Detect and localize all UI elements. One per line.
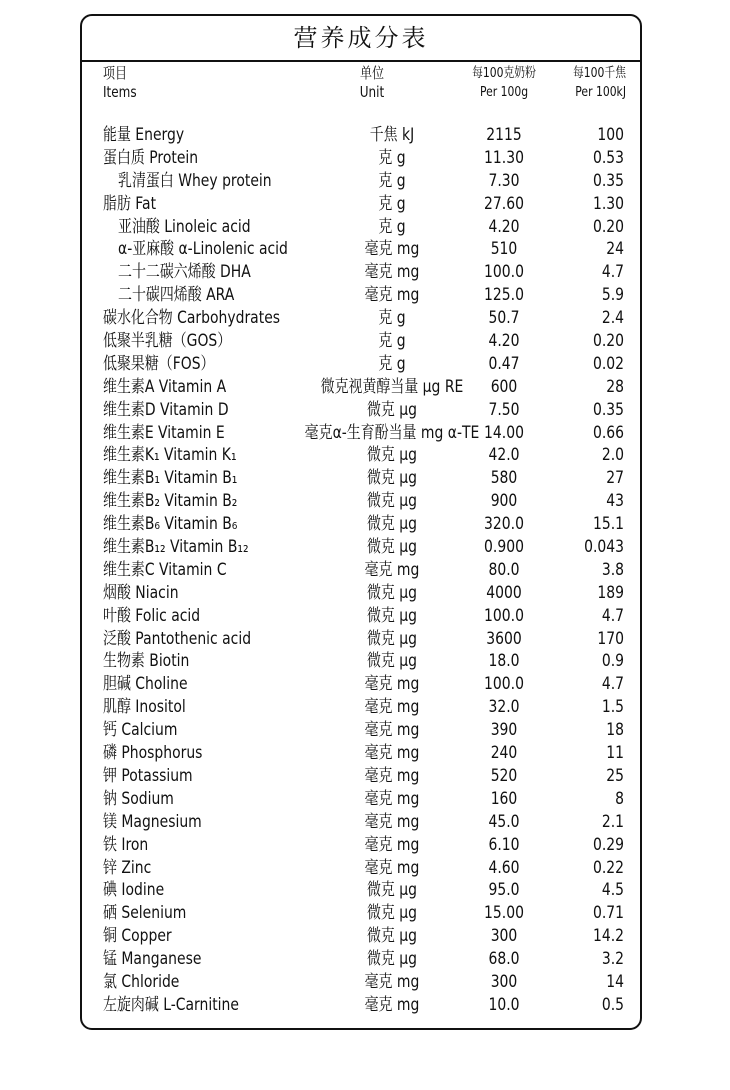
nutrient-name: 磷 Phosphorus (103, 743, 203, 764)
table-row (82, 811, 640, 834)
value-per-100g: 900 (490, 491, 518, 512)
value-per-100g: 0.47 (488, 353, 520, 374)
value-per-100kj: 43 (606, 491, 624, 512)
value-per-100g: 125.0 (484, 285, 524, 306)
nutrient-name: 泛酸 Pantothenic acid (103, 628, 252, 649)
nutrient-unit: 毫克α-生育酚当量 mg α-TE (304, 422, 480, 443)
value-per-100kj: 0.5 (601, 994, 624, 1015)
title-divider (82, 60, 640, 62)
header-items-cn: 项目 (103, 64, 128, 82)
value-per-100kj: 4.7 (601, 674, 624, 695)
value-per-100g: 160 (490, 788, 518, 809)
nutrient-name: 锰 Manganese (103, 949, 202, 970)
table-row (82, 742, 640, 765)
nutrient-name: 维生素D Vitamin D (103, 399, 229, 420)
nutrient-name: 脂肪 Fat (103, 193, 157, 214)
nutrient-unit: 毫克 mg (364, 743, 420, 764)
nutrient-unit: 克 g (378, 170, 406, 191)
value-per-100g: 580 (490, 468, 518, 489)
value-per-100kj: 28 (606, 376, 624, 397)
nutrient-unit: 克 g (378, 353, 406, 374)
value-per-100kj: 11 (606, 743, 624, 764)
nutrient-unit: 微克 μg (366, 903, 418, 924)
value-per-100kj: 1.5 (601, 697, 624, 718)
nutrient-name: 钙 Calcium (103, 720, 178, 741)
value-per-100kj: 0.29 (592, 834, 624, 855)
nutrient-name: 能量 Energy (103, 125, 185, 145)
table-row (82, 238, 640, 261)
value-per-100g: 14.00 (484, 422, 524, 443)
nutrient-unit: 毫克 mg (364, 262, 420, 283)
table-row (82, 307, 640, 330)
value-per-100g: 42.0 (488, 445, 520, 466)
value-per-100kj: 8 (615, 788, 624, 809)
nutrient-name: 亚油酸 Linoleic acid (118, 216, 251, 237)
value-per-100g: 3600 (486, 628, 522, 649)
value-per-100g: 300 (490, 926, 518, 947)
value-per-100g: 0.900 (484, 537, 524, 558)
table-row (82, 628, 640, 651)
value-per-100kj: 170 (597, 628, 624, 649)
nutrient-unit: 毫克 mg (364, 971, 420, 992)
table-row (82, 467, 640, 490)
value-per-100kj: 0.53 (592, 147, 624, 168)
value-per-100g: 7.50 (488, 399, 520, 420)
table-row (82, 650, 640, 673)
nutrient-name: 维生素A Vitamin A (103, 376, 227, 397)
nutrient-unit: 微克 μg (366, 445, 418, 466)
nutrient-unit: 微克 μg (366, 651, 418, 672)
nutrient-name: 生物素 Biotin (103, 651, 190, 672)
nutrient-unit: 微克 μg (366, 491, 418, 512)
value-per-100kj: 0.02 (592, 353, 624, 374)
table-row (82, 399, 640, 422)
value-per-100kj: 0.9 (601, 651, 624, 672)
nutrient-name: 碳水化合物 Carbohydrates (103, 308, 281, 329)
value-per-100kj: 0.20 (592, 216, 624, 237)
value-per-100kj: 0.20 (592, 331, 624, 352)
nutrient-unit: 克 g (378, 193, 406, 214)
nutrient-unit: 千焦 kJ (369, 125, 415, 145)
value-per-100g: 95.0 (488, 880, 520, 901)
nutrient-name: 锌 Zinc (103, 857, 152, 878)
value-per-100kj: 25 (606, 765, 624, 786)
nutrient-name: 维生素E Vitamin E (103, 422, 225, 443)
value-per-100g: 100.0 (484, 605, 524, 626)
table-row (82, 559, 640, 582)
value-per-100g: 10.0 (488, 994, 520, 1015)
nutrient-unit: 克 g (378, 308, 406, 329)
nutrient-name: 钾 Potassium (103, 765, 193, 786)
nutrient-rows (82, 124, 640, 1017)
value-per-100kj: 18 (606, 720, 624, 741)
value-per-100g: 18.0 (488, 651, 520, 672)
value-per-100g: 4000 (486, 582, 522, 603)
table-row (82, 834, 640, 857)
nutrient-unit: 克 g (378, 331, 406, 352)
value-per-100g: 390 (490, 720, 518, 741)
value-per-100g: 320.0 (484, 514, 524, 535)
header-items-en: Items (103, 83, 137, 101)
value-per-100g: 7.30 (488, 170, 520, 191)
nutrient-name: 肌醇 Inositol (103, 697, 186, 718)
value-per-100kj: 15.1 (592, 514, 624, 535)
nutrient-name: 低聚半乳糖（GOS） (103, 331, 232, 352)
nutrient-unit: 微克 μg (366, 880, 418, 901)
table-row (82, 170, 640, 193)
nutrient-unit: 微克 μg (366, 537, 418, 558)
header-per-100g-cn: 每100克奶粉 (472, 65, 536, 81)
value-per-100g: 600 (490, 376, 518, 397)
table-row (82, 925, 640, 948)
table-row (82, 902, 640, 925)
header-items (103, 64, 137, 102)
table-row (82, 376, 640, 399)
nutrient-unit: 微克 μg (366, 514, 418, 535)
nutrient-unit: 毫克 mg (364, 765, 420, 786)
nutrient-unit: 微克 μg (366, 468, 418, 489)
header-per-100kj (554, 64, 626, 102)
nutrient-unit: 毫克 mg (364, 834, 420, 855)
nutrient-name: 铜 Copper (103, 926, 172, 947)
table-row (82, 513, 640, 536)
nutrient-name: 左旋肉碱 L-Carnitine (103, 994, 239, 1015)
value-per-100kj: 1.30 (592, 193, 624, 214)
table-row (82, 765, 640, 788)
nutrient-unit: 毫克 mg (364, 239, 420, 260)
nutrient-unit: 克 g (378, 147, 406, 168)
nutrient-unit: 毫克 mg (364, 994, 420, 1015)
value-per-100kj: 3.2 (601, 949, 624, 970)
table-row (82, 879, 640, 902)
nutrient-unit: 微克视黄醇当量 μg RE (320, 376, 464, 397)
value-per-100kj: 3.8 (601, 559, 624, 580)
nutrient-name: 蛋白质 Protein (103, 147, 199, 168)
table-row (82, 216, 640, 239)
table-row (82, 444, 640, 467)
nutrient-name: 维生素B₆ Vitamin B₆ (103, 514, 238, 535)
header-unit-en: Unit (359, 83, 385, 101)
nutrient-unit: 微克 μg (366, 582, 418, 603)
value-per-100kj: 0.043 (584, 537, 624, 558)
value-per-100kj: 14 (606, 971, 624, 992)
nutrient-name: 烟酸 Niacin (103, 582, 179, 603)
nutrient-name: 硒 Selenium (103, 903, 187, 924)
value-per-100kj: 0.35 (592, 399, 624, 420)
value-per-100kj: 189 (597, 582, 624, 603)
value-per-100kj: 24 (606, 239, 624, 260)
table-row (82, 490, 640, 513)
nutrient-name: 维生素C Vitamin C (103, 559, 227, 580)
value-per-100g: 4.20 (488, 331, 520, 352)
table-row (82, 719, 640, 742)
nutrient-name: 钠 Sodium (103, 788, 174, 809)
nutrient-name: 二十二碳六烯酸 DHA (118, 262, 251, 283)
value-per-100g: 240 (490, 743, 518, 764)
nutrient-unit: 毫克 mg (364, 697, 420, 718)
nutrition-table (80, 14, 642, 1030)
table-row (82, 673, 640, 696)
nutrient-name: 乳清蛋白 Whey protein (118, 170, 272, 191)
value-per-100kj: 0.35 (592, 170, 624, 191)
table-row (82, 536, 640, 559)
nutrient-unit: 毫克 mg (364, 857, 420, 878)
table-row (82, 857, 640, 880)
header-unit (340, 64, 404, 102)
nutrient-name: 胆碱 Choline (103, 674, 188, 695)
value-per-100g: 300 (490, 971, 518, 992)
table-row (82, 994, 640, 1017)
value-per-100g: 80.0 (488, 559, 520, 580)
nutrient-name: 维生素K₁ Vitamin K₁ (103, 445, 237, 466)
table-row (82, 330, 640, 353)
nutrient-name: 维生素B₁₂ Vitamin B₁₂ (103, 537, 249, 558)
value-per-100kj: 0.66 (592, 422, 624, 443)
table-row (82, 193, 640, 216)
value-per-100kj: 4.7 (601, 605, 624, 626)
value-per-100kj: 2.4 (601, 308, 624, 329)
nutrient-unit: 毫克 mg (364, 559, 420, 580)
table-row (82, 422, 640, 445)
nutrient-name: 铁 Iron (103, 834, 149, 855)
table-row (82, 788, 640, 811)
nutrient-unit: 毫克 mg (364, 720, 420, 741)
value-per-100kj: 14.2 (592, 926, 624, 947)
value-per-100g: 4.60 (488, 857, 520, 878)
value-per-100kj: 100 (597, 125, 624, 145)
nutrient-name: 氯 Chloride (103, 971, 180, 992)
nutrient-unit: 微克 μg (366, 605, 418, 626)
table-row (82, 971, 640, 994)
value-per-100g: 100.0 (484, 262, 524, 283)
table-row (82, 124, 640, 147)
nutrient-name: α-亚麻酸 α-Linolenic acid (118, 239, 288, 260)
table-row (82, 261, 640, 284)
value-per-100g: 50.7 (488, 308, 520, 329)
value-per-100kj: 2.1 (601, 811, 624, 832)
nutrient-unit: 微克 μg (366, 926, 418, 947)
value-per-100g: 68.0 (488, 949, 520, 970)
nutrient-unit: 微克 μg (366, 399, 418, 420)
nutrient-name: 低聚果糖（FOS） (103, 353, 215, 374)
nutrient-name: 碘 Iodine (103, 880, 165, 901)
value-per-100kj: 0.71 (592, 903, 624, 924)
value-per-100kj: 5.9 (601, 285, 624, 306)
nutrient-unit: 毫克 mg (364, 788, 420, 809)
value-per-100g: 6.10 (488, 834, 520, 855)
nutrient-name: 二十碳四烯酸 ARA (118, 285, 235, 306)
value-per-100g: 4.20 (488, 216, 520, 237)
table-row (82, 284, 640, 307)
header-unit-cn: 单位 (359, 64, 384, 82)
table-row (82, 353, 640, 376)
table-row (82, 948, 640, 971)
value-per-100kj: 2.0 (601, 445, 624, 466)
value-per-100g: 2115 (486, 125, 522, 145)
nutrient-unit: 毫克 mg (364, 285, 420, 306)
table-row (82, 582, 640, 605)
value-per-100kj: 4.7 (601, 262, 624, 283)
value-per-100g: 510 (490, 239, 518, 260)
nutrient-unit: 克 g (378, 216, 406, 237)
nutrient-unit: 毫克 mg (364, 674, 420, 695)
value-per-100g: 11.30 (484, 147, 524, 168)
value-per-100g: 15.00 (484, 903, 524, 924)
table-row (82, 605, 640, 628)
value-per-100g: 27.60 (484, 193, 524, 214)
header-per-100g (464, 64, 544, 102)
header-per-100g-en: Per 100g (479, 84, 529, 100)
value-per-100g: 100.0 (484, 674, 524, 695)
table-title: 营养成分表 (293, 24, 429, 52)
value-per-100g: 520 (490, 765, 518, 786)
value-per-100kj: 4.5 (601, 880, 624, 901)
nutrient-name: 维生素B₁ Vitamin B₁ (103, 468, 238, 489)
table-row (82, 147, 640, 170)
nutrient-name: 叶酸 Folic acid (103, 605, 201, 626)
header-per-100kj-en: Per 100kJ (575, 84, 626, 100)
nutrient-unit: 微克 μg (366, 628, 418, 649)
nutrient-name: 维生素B₂ Vitamin B₂ (103, 491, 238, 512)
value-per-100g: 45.0 (488, 811, 520, 832)
value-per-100g: 32.0 (488, 697, 520, 718)
table-row (82, 696, 640, 719)
value-per-100kj: 0.22 (592, 857, 624, 878)
nutrient-unit: 毫克 mg (364, 811, 420, 832)
value-per-100kj: 27 (606, 468, 624, 489)
header-per-100kj-cn: 每100千焦 (572, 65, 626, 81)
nutrient-name: 镁 Magnesium (103, 811, 202, 832)
nutrient-unit: 微克 μg (366, 949, 418, 970)
